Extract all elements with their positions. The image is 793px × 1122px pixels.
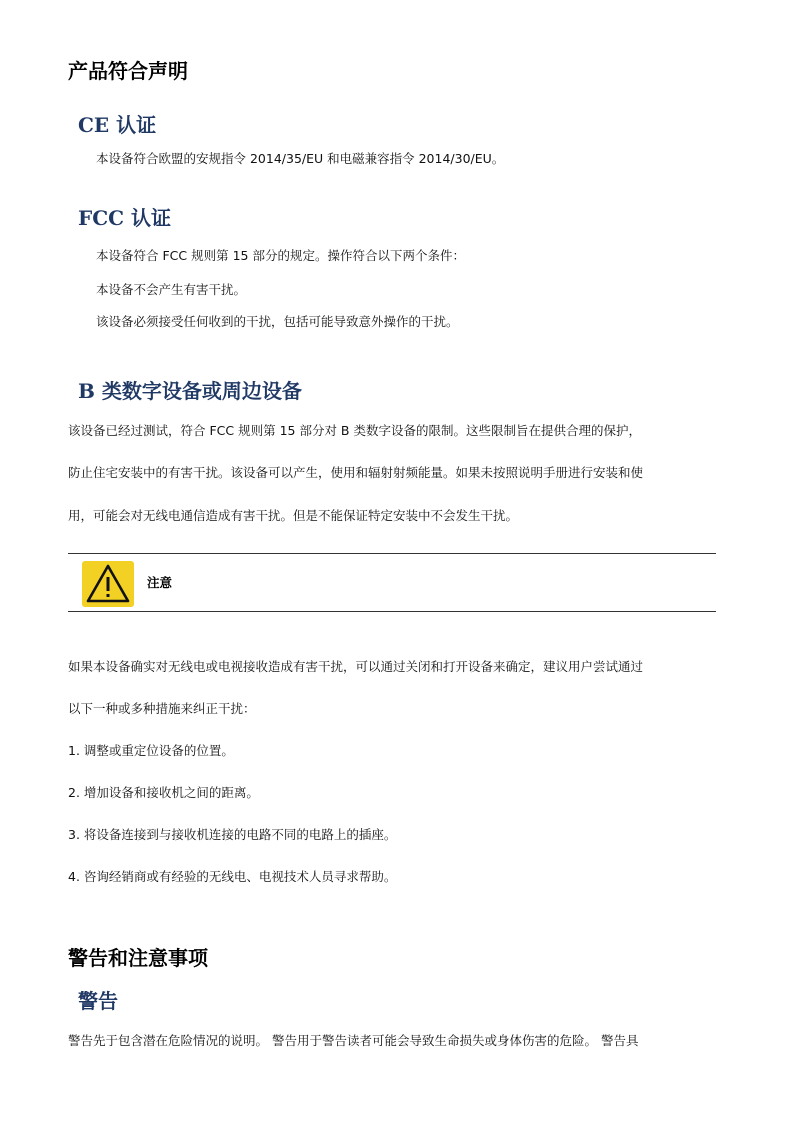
- fcc-line-1: 本设备符合 FCC 规则第 15 部分的规定。操作符合以下两个条件：: [96, 248, 465, 263]
- classb-line-3: 用，可能会对无线电通信造成有害干扰。但是不能保证特定安装中不会发生干扰。: [68, 508, 519, 523]
- remedy-step-4: 4. 咨询经销商或有经验的无线电、电视技术人员寻求帮助。: [68, 869, 397, 884]
- classb-line-2: 防止住宅安装中的有害干扰。该设备可以产生，使用和辐射射频能量。如果未按照说明手册进行安装和使: [68, 465, 644, 480]
- notice-top-rule: [68, 553, 716, 554]
- remedy-step-3: 3. 将设备连接到与接收机连接的电路不同的电路上的插座。: [68, 827, 397, 842]
- ce-heading: CE 认证: [78, 113, 157, 137]
- remedy-step-2: 2. 增加设备和接收机之间的距离。: [68, 785, 259, 800]
- fcc-line-3: 该设备必须接受任何收到的干扰，包括可能导致意外操作的干扰。: [96, 314, 459, 329]
- warnings-subheading: 警告: [78, 989, 118, 1013]
- warning-triangle-icon: [82, 561, 134, 607]
- notice-bottom-rule: [68, 611, 716, 612]
- classb-heading: B 类数字设备或周边设备: [78, 379, 302, 403]
- compliance-title: 产品符合声明: [68, 59, 188, 83]
- remedy-line-1: 如果本设备确实对无线电或电视接收造成有害干扰，可以通过关闭和打开设备来确定，建议用户尝试通过: [68, 659, 644, 674]
- fcc-heading: FCC 认证: [78, 206, 171, 230]
- classb-line-1: 该设备已经过测试，符合 FCC 规则第 15 部分对 B 类数字设备的限制。这些限制旨在提供合理的保护，: [68, 423, 641, 438]
- remedy-line-2: 以下一种或多种措施来纠正干扰：: [68, 701, 256, 716]
- warnings-text: 警告先于包含潜在危险情况的说明。 警告用于警告读者可能会导致生命损失或身体伤害的危险。 警告具: [68, 1033, 639, 1048]
- ce-text: 本设备符合欧盟的安规指令 2014/35/EU 和电磁兼容指令 2014/30/EU。: [96, 151, 505, 166]
- remedy-step-1: 1. 调整或重定位设备的位置。: [68, 743, 234, 758]
- notice-label: 注意: [147, 575, 173, 590]
- fcc-line-2: 本设备不会产生有害干扰。: [96, 282, 247, 297]
- warnings-title: 警告和注意事项: [68, 946, 208, 970]
